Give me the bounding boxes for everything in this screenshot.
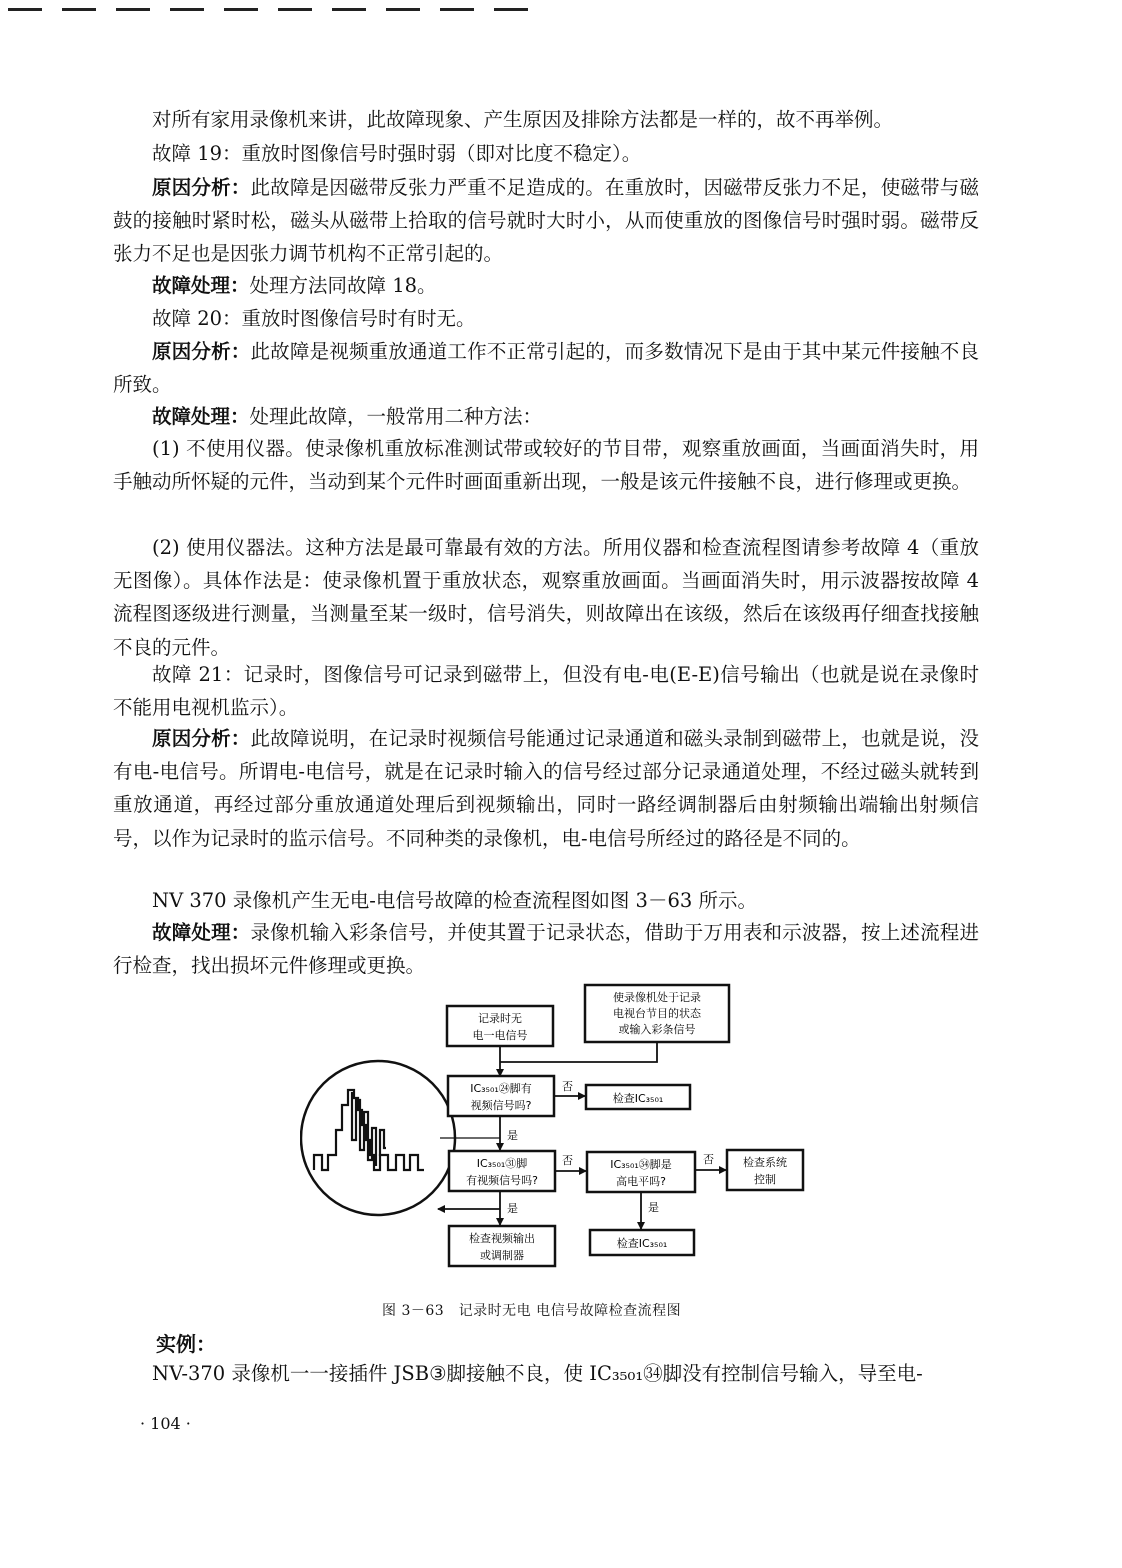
flowchart-figure (300, 980, 830, 1280)
flow-text: 检查系统 (743, 1156, 787, 1169)
oscilloscope-waveform (301, 1061, 455, 1215)
dash (116, 8, 150, 11)
flow-text: 使录像机处于记录 (613, 991, 701, 1004)
flow-text: 高电平吗? (616, 1175, 666, 1188)
flow-text: 或调制器 (480, 1249, 524, 1262)
paragraph: 故障 20：重放时图像信号时有时无。 (152, 307, 476, 330)
paragraph: 原因分析：此故障是视频重放通道工作不正常引起的，而多数情况下是由于其中某元件接触不良所致。 (113, 340, 979, 397)
figure-caption: 图 3－63 记录时无电 电信号故障检查流程图 (382, 1303, 682, 1319)
paragraph: 故障 19：重放时图像信号时强时弱（即对比度不稳定）。 (152, 142, 642, 165)
flow-label-yes: 是 (507, 1202, 518, 1215)
example-text: NV-370 录像机一一接插件 JSB③脚接触不良，使 IC₃₅₀₁㉞脚没有控制信号输入，导至电- (152, 1362, 923, 1385)
flow-text: 控制 (754, 1173, 776, 1186)
paragraph: 原因分析：此故障是因磁带反张力严重不足造成的。在重放时，因磁带反张力不足，使磁带与磁鼓的接触时紧时松，磁头从磁带上拾取的信号就时大时小，从而使重放的图像信号时强时弱。磁带反张力不足也是因张力调节机构不正常引起的。 (113, 176, 979, 266)
dash (386, 8, 420, 11)
flow-text: 检查视频输出 (469, 1232, 535, 1245)
paragraph: 对所有家用录像机来讲，此故障现象、产生原因及排除方法都是一样的，故不再举例。 (152, 108, 894, 131)
flow-text: 记录时无 (478, 1012, 522, 1025)
page-number: · 104 · (140, 1414, 191, 1433)
paragraph: 故障处理：处理此故障，一般常用二种方法： (152, 405, 543, 428)
flow-text: 有视频信号吗? (466, 1174, 538, 1187)
dash (62, 8, 96, 11)
flow-text: 电一电信号 (472, 1029, 528, 1042)
flow-text: 视频信号吗? (470, 1099, 532, 1112)
paragraph: 故障处理：处理方法同故障 18。 (152, 274, 437, 297)
flow-text: 或输入彩条信号 (618, 1023, 696, 1036)
top-border-dashes (0, 8, 560, 12)
paragraph: (2) 使用仪器法。这种方法是最可靠最有效的方法。所用仪器和检查流程图请参考故障 4（重放无图像）。具体作法是：使录像机置于重放状态，观察重放画面。当画面消失时，用示波器按故障 4 流程图逐级进行测量，当测量至某一级时，信号消失，则故障出在该级，然后在该级再仔细查找接触不良的元件。 (113, 536, 979, 659)
dash (278, 8, 312, 11)
flow-label-no: 否 (562, 1154, 573, 1167)
dash (8, 8, 42, 11)
flow-text: 电视台节目的状态 (613, 1007, 701, 1020)
example-title: 实例： (156, 1332, 216, 1356)
flow-text: IC₃₅₀₁㉔脚有 (470, 1082, 532, 1095)
paragraph: NV 370 录像机产生无电-电信号故障的检查流程图如图 3－63 所示。 (152, 889, 757, 912)
dash (440, 8, 474, 11)
flow-label-no: 否 (562, 1080, 573, 1093)
flow-label-yes: 是 (507, 1129, 518, 1142)
paragraph: 原因分析：此故障说明，在记录时视频信号能通过记录通道和磁头录制到磁带上，也就是说，没有电-电信号。所谓电-电信号，就是在记录时输入的信号经过部分记录通道处理，不经过磁头就转到重放通道，再经过部分重放通道处理后到视频输出，同时一路经调制器后由射频输出端输出射频信号，以作为记录时的监示信号。不同种类的录像机，电-电信号所经过的路径是不同的。 (113, 727, 979, 850)
flow-text: 检查IC₃₅₀₁ (616, 1237, 668, 1250)
paragraph: (1) 不使用仪器。使录像机重放标准测试带或较好的节目带，观察重放画面，当画面消失时，用手触动所怀疑的元件，当动到某个元件时画面重新出现，一般是该元件接触不良，进行修理或更换。 (113, 437, 979, 494)
dash (170, 8, 204, 11)
dash (224, 8, 258, 11)
flow-text: 检查IC₃₅₀₁ (612, 1092, 664, 1105)
paragraph: 故障 21：记录时，图像信号可记录到磁带上，但没有电-电(E-E)信号输出（也就是说在录像时不能用电视机监示）。 (113, 663, 979, 720)
flow-label-yes: 是 (648, 1201, 659, 1214)
flow-text: IC₃₅₀₁㉛脚 (476, 1157, 528, 1170)
paragraph: 故障处理：录像机输入彩条信号，并使其置于记录状态，借助于万用表和示波器，按上述流程进行检查，找出损坏元件修理或更换。 (113, 921, 979, 978)
dash (332, 8, 366, 11)
flow-text: IC₃₅₀₁㉞脚是 (610, 1158, 672, 1171)
flow-label-no: 否 (703, 1153, 714, 1166)
dash (494, 8, 528, 11)
